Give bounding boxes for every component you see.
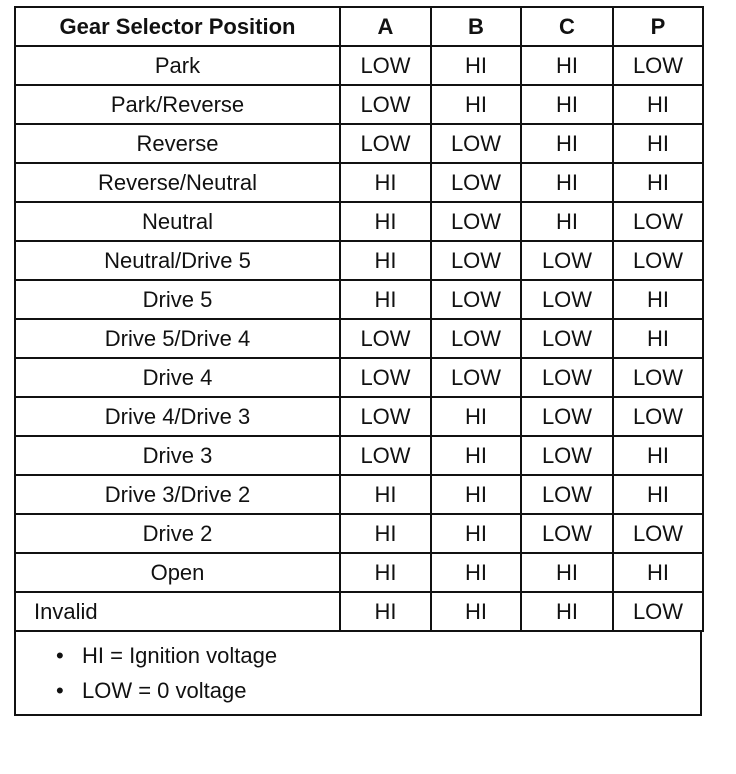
position-cell: Park/Reverse [15,85,340,124]
pin-p-cell: HI [613,475,703,514]
pin-p-cell: HI [613,280,703,319]
table-row [15,280,703,319]
pin-a-cell: HI [340,514,431,553]
pin-p-cell: LOW [613,202,703,241]
pin-b-cell: LOW [431,241,521,280]
bullet: • [56,678,64,703]
pin-a-cell: LOW [340,319,431,358]
pin-c-cell: HI [521,163,613,202]
pin-a-cell: LOW [340,358,431,397]
table-row [15,514,703,553]
pin-a-cell: HI [340,163,431,202]
pin-c-cell: LOW [521,436,613,475]
pin-p-cell: LOW [613,241,703,280]
pin-b-cell: HI [431,553,521,592]
bullet: • [56,643,64,668]
gear-selector-table [14,6,704,632]
legend-notes [14,632,702,716]
pin-c-cell: LOW [521,397,613,436]
pin-a-cell: HI [340,553,431,592]
pin-b-cell: HI [431,46,521,85]
pin-b-cell: LOW [431,319,521,358]
pin-p-cell: HI [613,436,703,475]
pin-c-cell: HI [521,202,613,241]
pin-b-cell: HI [431,436,521,475]
header-c: C [521,7,613,46]
pin-a-cell: LOW [340,436,431,475]
pin-c-cell: HI [521,85,613,124]
pin-c-cell: LOW [521,358,613,397]
pin-b-cell: LOW [431,163,521,202]
note-text: LOW = 0 voltage [82,678,247,703]
pin-a-cell: HI [340,202,431,241]
pin-a-cell: HI [340,280,431,319]
pin-c-cell: HI [521,553,613,592]
header-p: P [613,7,703,46]
pin-p-cell: HI [613,124,703,163]
position-cell: Neutral [15,202,340,241]
table-row [15,163,703,202]
position-cell: Neutral/Drive 5 [15,241,340,280]
pin-p-cell: LOW [613,592,703,631]
header-a: A [340,7,431,46]
position-cell: Drive 5 [15,280,340,319]
table-row [15,202,703,241]
pin-b-cell: HI [431,85,521,124]
pin-a-cell: LOW [340,124,431,163]
pin-p-cell: HI [613,163,703,202]
pin-b-cell: LOW [431,124,521,163]
position-cell: Drive 3/Drive 2 [15,475,340,514]
table-row [15,46,703,85]
pin-c-cell: HI [521,592,613,631]
pin-a-cell: HI [340,475,431,514]
pin-a-cell: LOW [340,46,431,85]
table-row [15,319,703,358]
pin-b-cell: HI [431,592,521,631]
pin-a-cell: HI [340,241,431,280]
note-hi [16,638,700,673]
pin-p-cell: LOW [613,46,703,85]
position-cell: Drive 5/Drive 4 [15,319,340,358]
pin-b-cell: LOW [431,202,521,241]
pin-c-cell: LOW [521,514,613,553]
pin-a-cell: LOW [340,397,431,436]
table-row [15,241,703,280]
table-row [15,397,703,436]
pin-b-cell: HI [431,475,521,514]
position-cell: Open [15,553,340,592]
table-row [15,553,703,592]
position-cell: Drive 2 [15,514,340,553]
note-low [16,673,700,708]
pin-c-cell: LOW [521,241,613,280]
table-row [15,85,703,124]
pin-a-cell: HI [340,592,431,631]
header-position: Gear Selector Position [15,7,340,46]
pin-c-cell: LOW [521,475,613,514]
header-b: B [431,7,521,46]
pin-c-cell: LOW [521,280,613,319]
table-row [15,592,703,631]
position-cell: Park [15,46,340,85]
pin-p-cell: LOW [613,514,703,553]
pin-c-cell: HI [521,124,613,163]
pin-b-cell: LOW [431,358,521,397]
gear-selector-table-sheet [14,6,702,716]
pin-c-cell: HI [521,46,613,85]
table-row [15,358,703,397]
pin-b-cell: LOW [431,280,521,319]
pin-p-cell: HI [613,85,703,124]
pin-p-cell: HI [613,319,703,358]
pin-p-cell: LOW [613,358,703,397]
pin-b-cell: HI [431,397,521,436]
table-row [15,436,703,475]
pin-c-cell: LOW [521,319,613,358]
position-cell: Drive 3 [15,436,340,475]
table-body [15,46,703,631]
pin-a-cell: LOW [340,85,431,124]
note-text: HI = Ignition voltage [82,643,278,668]
pin-p-cell: HI [613,553,703,592]
position-cell: Drive 4 [15,358,340,397]
pin-p-cell: LOW [613,397,703,436]
table-row [15,124,703,163]
position-cell: Invalid [15,592,340,631]
position-cell: Drive 4/Drive 3 [15,397,340,436]
position-cell: Reverse [15,124,340,163]
pin-b-cell: HI [431,514,521,553]
position-cell: Reverse/Neutral [15,163,340,202]
table-row [15,475,703,514]
header-row [15,7,703,46]
